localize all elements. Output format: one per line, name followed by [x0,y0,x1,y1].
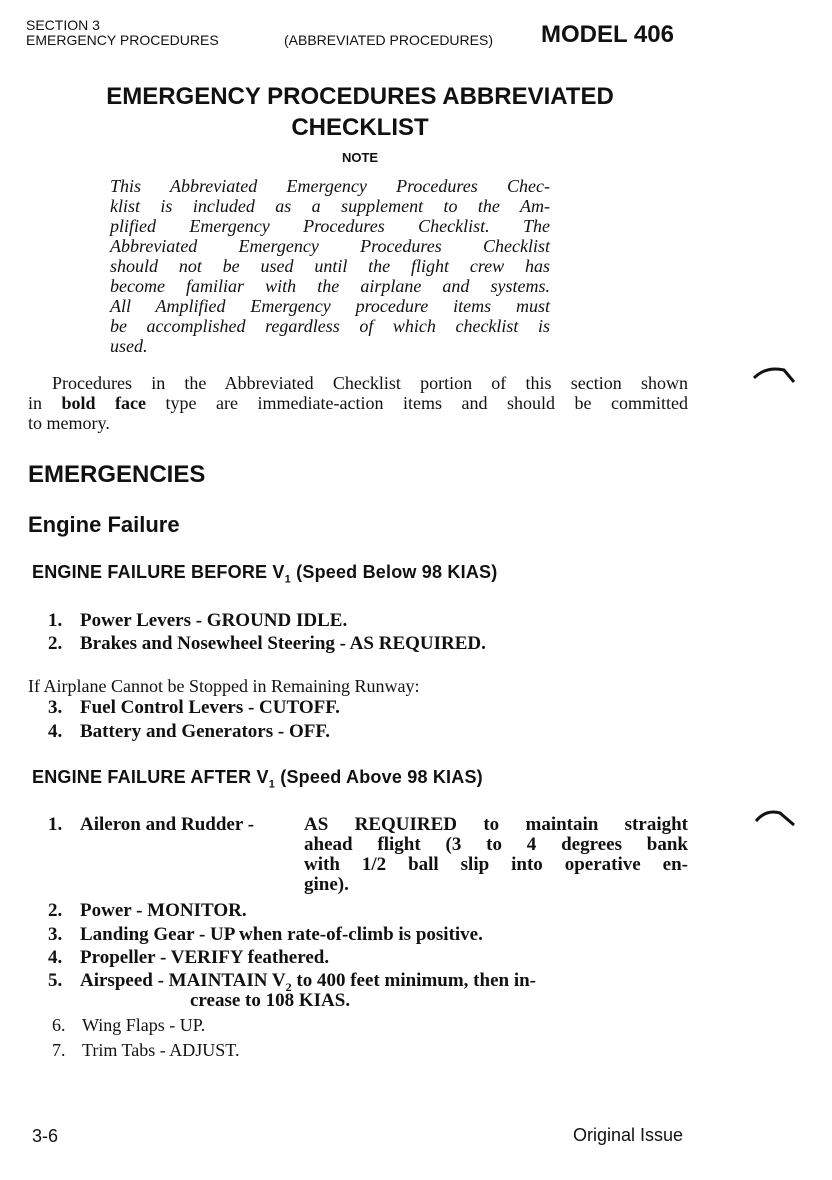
step-number: 6. [52,1015,66,1035]
checklist-step [48,813,254,837]
step-number: 3. [48,924,63,945]
bold-face-term: bold face [61,393,147,413]
step-number: 3. [48,697,63,718]
heading-text: ENGINE FAILURE BEFORE V [32,562,285,582]
step-text: Fuel Control Levers - CUTOFF. [80,697,340,718]
emergencies-heading: EMERGENCIES [28,461,206,488]
checklist-step-plain [52,1039,239,1061]
step-text: Wing Flaps - UP. [82,1015,206,1035]
step-text: Trim Tabs - ADJUST. [82,1040,240,1060]
engine-failure-heading: Engine Failure [28,512,180,537]
subsection-name: (ABBREVIATED PROCEDURES) [284,32,493,48]
section-number: SECTION 3 [26,17,100,33]
note-line: klist is included as a supplement to the Am- [110,196,550,216]
note-line: used. [110,336,148,356]
note-line: be accomplished regardless of which checklist is [110,316,550,336]
step-text: to 400 feet minimum, then in- [291,970,536,991]
step-continuation: AS REQUIRED to maintain straight [304,814,688,835]
step-number: 2. [48,633,63,654]
intro-paragraph [28,373,688,433]
change-bar-mark [752,805,800,835]
heading-text: (Speed Below 98 KIAS) [290,562,498,582]
checklist-step [48,899,247,923]
checklist-step [48,720,330,744]
intro-line: Procedures in the Abbreviated Checklist portion of this section shown [52,373,688,393]
note-line: plified Emergency Procedures Checklist. The [110,216,550,236]
step-subscript: 2 [285,979,292,994]
step-number: 7. [52,1040,66,1060]
condition-text: If Airplane Cannot be Stopped in Remaining Runway: [28,676,420,696]
checklist-step [48,696,340,720]
checklist-step [48,946,329,970]
checklist-step [48,609,347,633]
heading-text: ENGINE FAILURE AFTER V [32,767,269,787]
checklist-step-plain [52,1014,205,1036]
step-text: Power - MONITOR. [80,900,247,921]
step-number: 1. [48,610,63,631]
step-number: 2. [48,900,63,921]
step-number: 5. [48,970,63,991]
intro-line: to memory. [28,413,110,433]
note-line: Abbreviated Emergency Procedures Checklist [110,236,550,256]
note-line: All Amplified Emergency procedure items must [110,296,550,316]
change-bar-mark [750,360,798,394]
step-label: Aileron and Rudder - [80,814,255,835]
note-line: become familiar with the airplane and systems. [110,276,550,296]
step-continuation: ahead flight (3 to 4 degrees bank [304,834,688,855]
step-continuation: gine). [304,874,349,895]
note-line: should not be used until the flight crew has [110,256,550,276]
step-continuation: crease to 108 KIAS. [190,990,351,1011]
step-number: 4. [48,947,63,968]
heading-text: (Speed Above 98 KIAS) [275,767,483,787]
note-line: This Abbreviated Emergency Procedures Chec- [110,176,550,196]
heading-subscript: 1 [268,778,276,791]
step-number: 4. [48,721,63,742]
heading-subscript: 1 [284,573,291,586]
step-text: Brakes and Nosewheel Steering - AS REQUIRED. [80,633,486,654]
before-v1-heading [32,562,497,586]
intro-text: in [28,393,62,413]
page-title-line2: CHECKLIST [291,114,429,141]
step-text: Landing Gear - UP when rate-of-climb is positive. [80,924,483,945]
checklist-step [48,923,483,947]
section-name: EMERGENCY PROCEDURES [26,32,219,48]
checklist-step [48,632,486,656]
intro-line [28,393,688,413]
step-number: 1. [48,814,63,835]
issue-label: Original Issue [573,1125,684,1145]
note-label: NOTE [341,150,379,165]
intro-text: type are immediate-action items and should be committed [146,393,688,413]
step-continuation: with 1/2 ball slip into operative en- [304,854,688,875]
step-text: Battery and Generators - OFF. [80,721,330,742]
step-text: Power Levers - GROUND IDLE. [80,610,348,631]
step-text: Propeller - VERIFY feathered. [80,947,330,968]
page-title-line1: EMERGENCY PROCEDURES ABBREVIATED [106,83,614,110]
model-label: MODEL 406 [541,21,674,48]
page-number: 3-6 [32,1126,59,1146]
step-text: Airspeed - MAINTAIN V [80,970,286,991]
checklist-step [48,969,690,999]
note-body [110,176,550,356]
after-v1-heading [32,767,483,791]
